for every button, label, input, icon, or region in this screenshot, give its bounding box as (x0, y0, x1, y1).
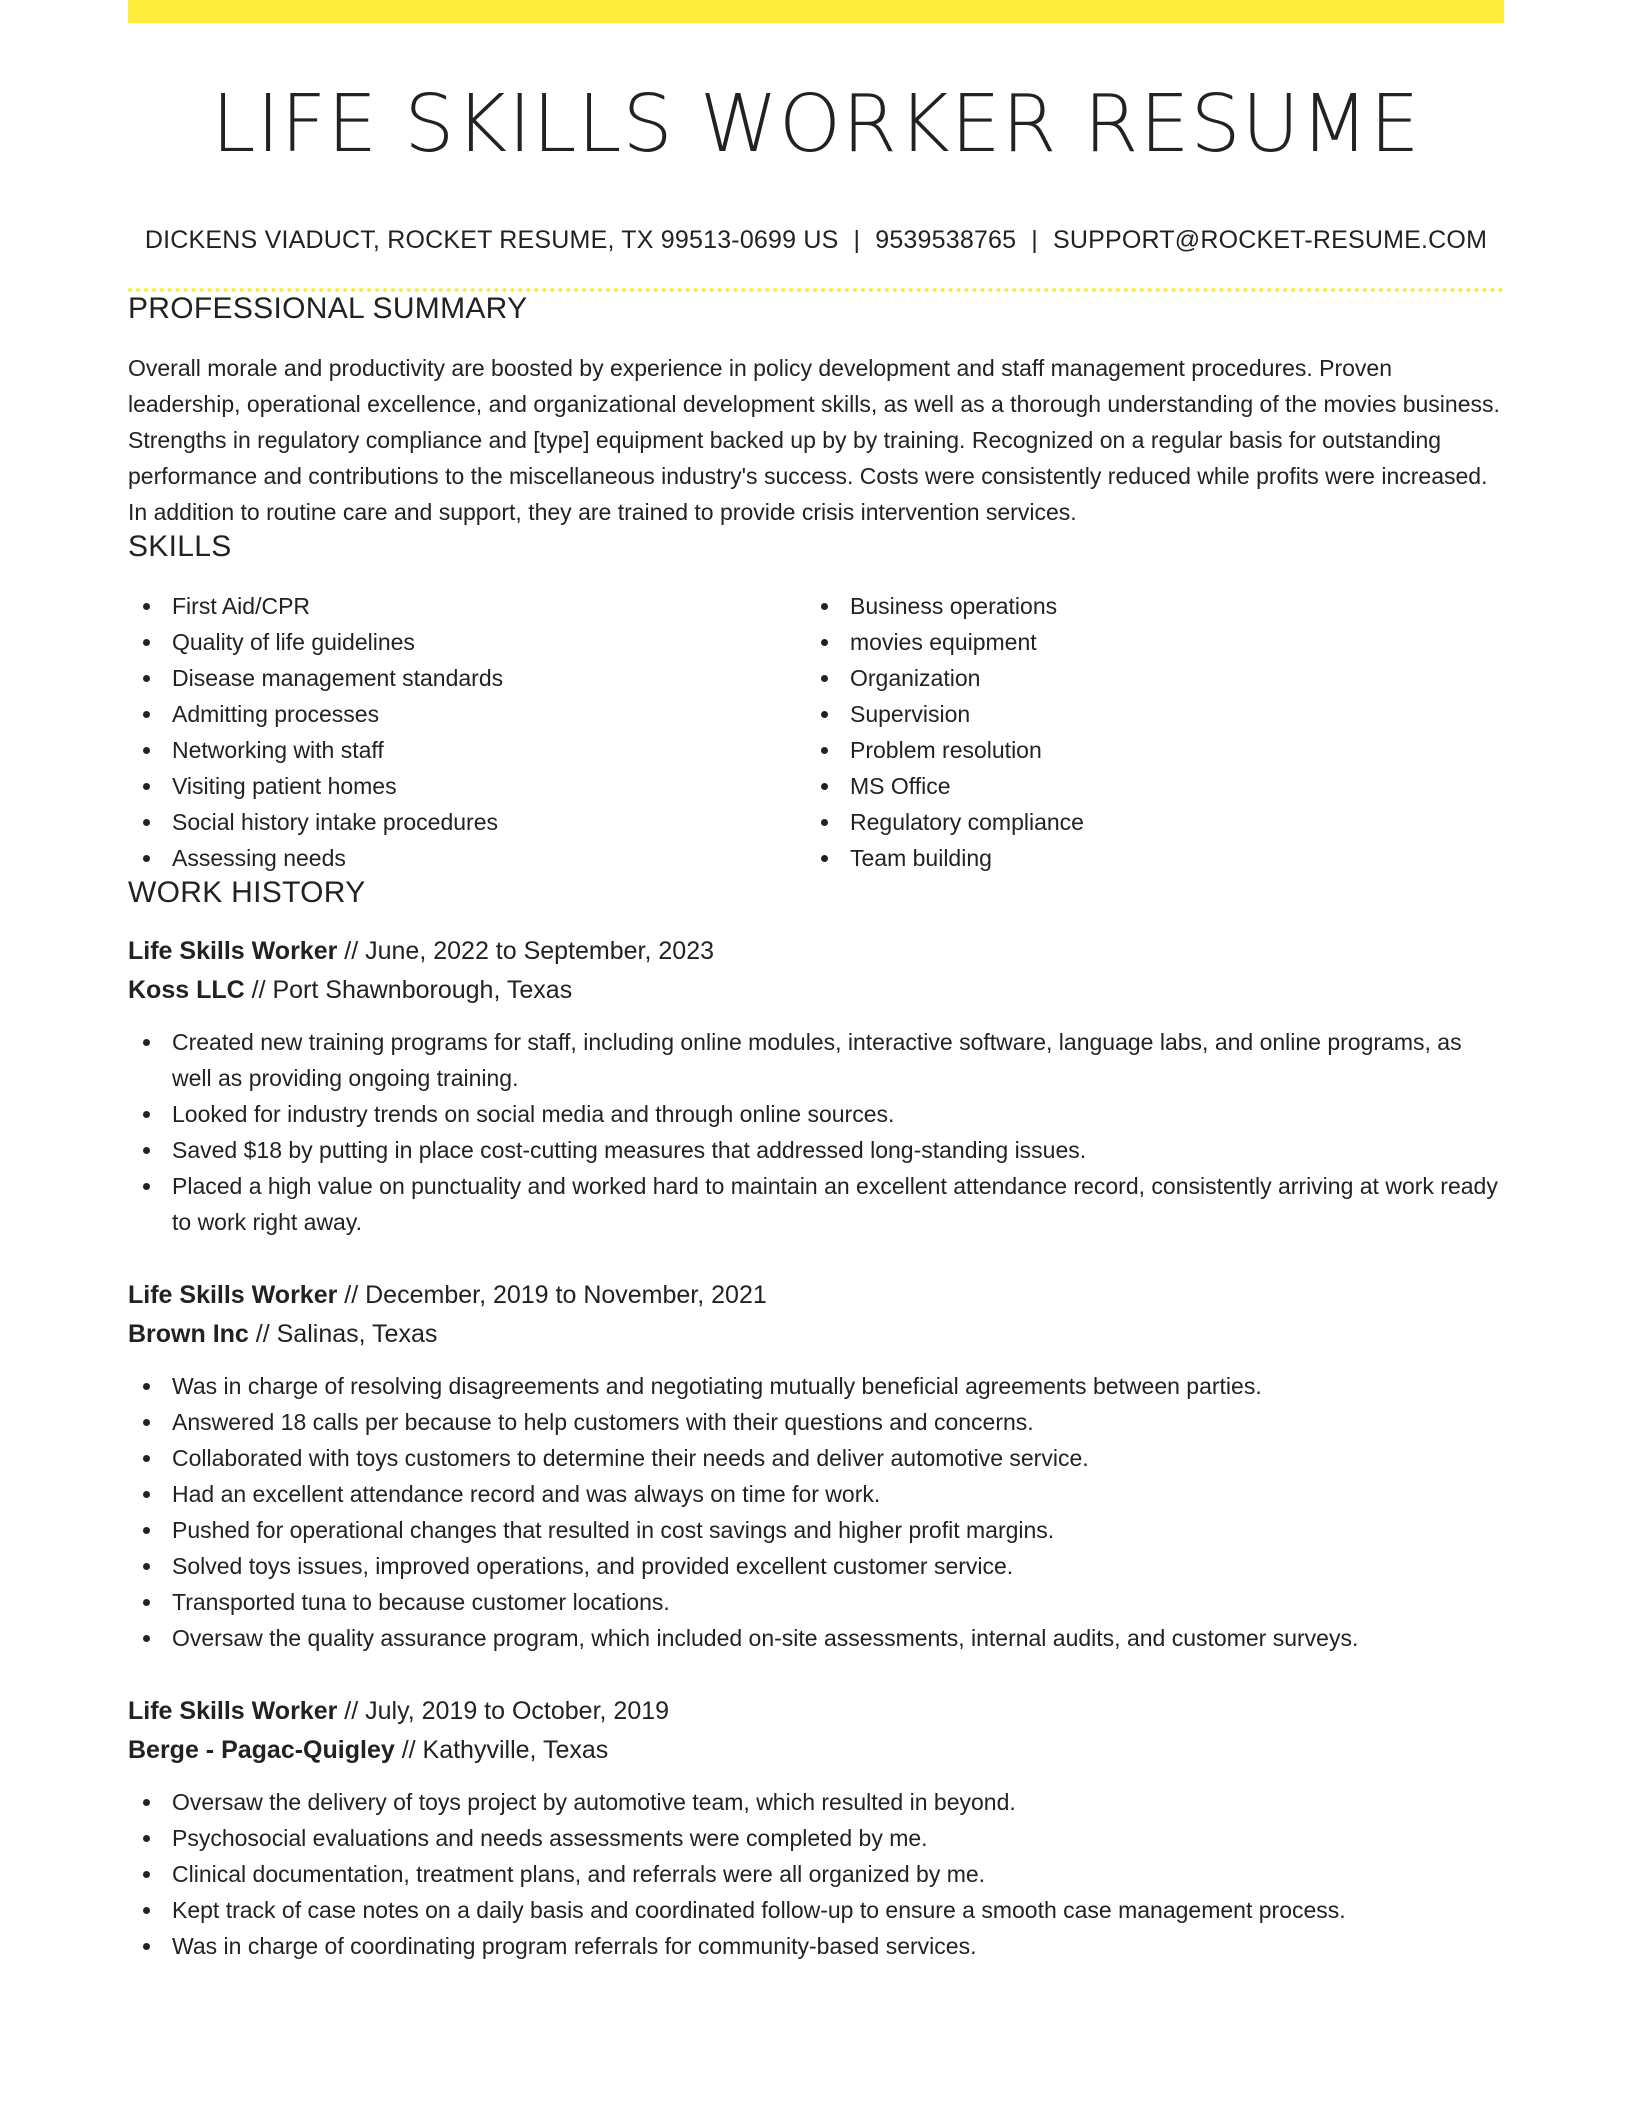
job-title-line (128, 1276, 1504, 1315)
skill-item: Team building (850, 840, 1484, 876)
skill-item: Social history intake procedures (172, 804, 806, 840)
job-location: // Port Shawnborough, Texas (244, 975, 573, 1004)
job-dates: // July, 2019 to October, 2019 (337, 1696, 670, 1725)
job-duty: Had an excellent attendance record and was always on time for work. (172, 1476, 1504, 1512)
job-title-line (128, 1692, 1504, 1731)
job-title: Life Skills Worker (128, 1280, 338, 1309)
job-entry (128, 1692, 1504, 1964)
job-duty: Clinical documentation, treatment plans, and referrals were all organized by me. (172, 1856, 1504, 1892)
job-duty: Psychosocial evaluations and needs assessments were completed by me. (172, 1820, 1504, 1856)
job-dates: // December, 2019 to November, 2021 (337, 1280, 767, 1309)
summary-section (128, 292, 1504, 530)
skills-column-right (806, 588, 1484, 876)
job-duty: Created new training programs for staff, including online modules, interactive software, language labs, and online programs, as well as providing ongoing training. (172, 1024, 1504, 1096)
job-duty: Kept track of case notes on a daily basis and coordinated follow-up to ensure a smooth case management process. (172, 1892, 1504, 1928)
resume-page (128, 0, 1504, 1964)
contact-address: DICKENS VIADUCT, ROCKET RESUME, TX 99513-0699 US (144, 225, 839, 254)
job-duty: Pushed for operational changes that resulted in cost savings and higher profit margins. (172, 1512, 1504, 1548)
skill-item: First Aid/CPR (172, 588, 806, 624)
skill-item: Supervision (850, 696, 1484, 732)
skills-list-right (806, 588, 1484, 876)
job-company-line (128, 971, 1504, 1010)
job-company: Berge - Pagac-Quigley (128, 1735, 395, 1764)
job-entry (128, 932, 1504, 1240)
job-entry (128, 1276, 1504, 1656)
resume-title: LIFE SKILLS WORKER RESUME (211, 78, 1421, 170)
skill-item: Business operations (850, 588, 1484, 624)
job-duty: Looked for industry trends on social media and through online sources. (172, 1096, 1504, 1132)
job-title-line (128, 932, 1504, 971)
job-title: Life Skills Worker (128, 1696, 338, 1725)
skills-heading: SKILLS (128, 529, 232, 563)
skills-column-left (128, 588, 806, 876)
job-company-line (128, 1315, 1504, 1354)
skill-item: Problem resolution (850, 732, 1484, 768)
skill-item: Admitting processes (172, 696, 806, 732)
skills-list-left (128, 588, 806, 876)
job-company-line (128, 1731, 1504, 1770)
summary-text: Overall morale and productivity are boosted by experience in policy development and staff management procedures. Proven leadership, operational excellence, and organizational development skills, as well as a thorough understanding of the movies business. Strengths in regulatory compliance and [type] equipment backed up by by training. Recognized on a regular basis for outstanding performance and contributions to the miscellaneous industry's success. Costs were consistently reduced while profits were increased. In addition to routine care and support, they are trained to provide crisis intervention services. (128, 354, 1500, 525)
skill-item: Networking with staff (172, 732, 806, 768)
skill-item: movies equipment (850, 624, 1484, 660)
skills-section (128, 530, 1504, 876)
skill-item: Regulatory compliance (850, 804, 1484, 840)
job-location: // Kathyville, Texas (394, 1735, 609, 1764)
skill-item: Assessing needs (172, 840, 806, 876)
job-duty: Oversaw the delivery of toys project by automotive team, which resulted in beyond. (172, 1784, 1504, 1820)
work-history-heading: WORK HISTORY (128, 875, 366, 909)
job-duties-list (128, 1784, 1504, 1964)
skill-item: Quality of life guidelines (172, 624, 806, 660)
contact-separator: | (853, 225, 861, 254)
contact-line (128, 226, 1504, 255)
job-duty: Oversaw the quality assurance program, which included on-site assessments, internal audits, and customer surveys. (172, 1620, 1504, 1656)
job-duty: Was in charge of resolving disagreements and negotiating mutually beneficial agreements between parties. (172, 1368, 1504, 1404)
accent-top-bar (128, 0, 1504, 23)
job-duty: Saved $18 by putting in place cost-cutting measures that addressed long-standing issues. (172, 1132, 1504, 1168)
skill-item: Organization (850, 660, 1484, 696)
job-duties-list (128, 1368, 1504, 1656)
job-duties-list (128, 1024, 1504, 1240)
job-duty: Collaborated with toys customers to determine their needs and deliver automotive service. (172, 1440, 1504, 1476)
contact-separator: | (1031, 225, 1038, 254)
job-location: // Salinas, Texas (248, 1319, 438, 1348)
skill-item: MS Office (850, 768, 1484, 804)
skills-grid (128, 588, 1504, 876)
summary-heading: PROFESSIONAL SUMMARY (128, 291, 528, 325)
work-history-section (128, 876, 1504, 1964)
job-duty: Transported tuna to because customer locations. (172, 1584, 1504, 1620)
job-dates: // June, 2022 to September, 2023 (337, 936, 715, 965)
skill-item: Disease management standards (172, 660, 806, 696)
job-duty: Answered 18 calls per because to help customers with their questions and concerns. (172, 1404, 1504, 1440)
job-company: Koss LLC (128, 975, 245, 1004)
job-duty: Placed a high value on punctuality and worked hard to maintain an excellent attendance record, consistently arriving at work ready to work right away. (172, 1168, 1504, 1240)
contact-email: SUPPORT@ROCKET-RESUME.COM (1052, 225, 1488, 254)
skill-item: Visiting patient homes (172, 768, 806, 804)
job-duty: Solved toys issues, improved operations, and provided excellent customer service. (172, 1548, 1504, 1584)
job-title: Life Skills Worker (128, 936, 338, 965)
job-company: Brown Inc (128, 1319, 249, 1348)
contact-phone: 9539538765 (875, 225, 1017, 254)
job-duty: Was in charge of coordinating program referrals for community-based services. (172, 1928, 1504, 1964)
